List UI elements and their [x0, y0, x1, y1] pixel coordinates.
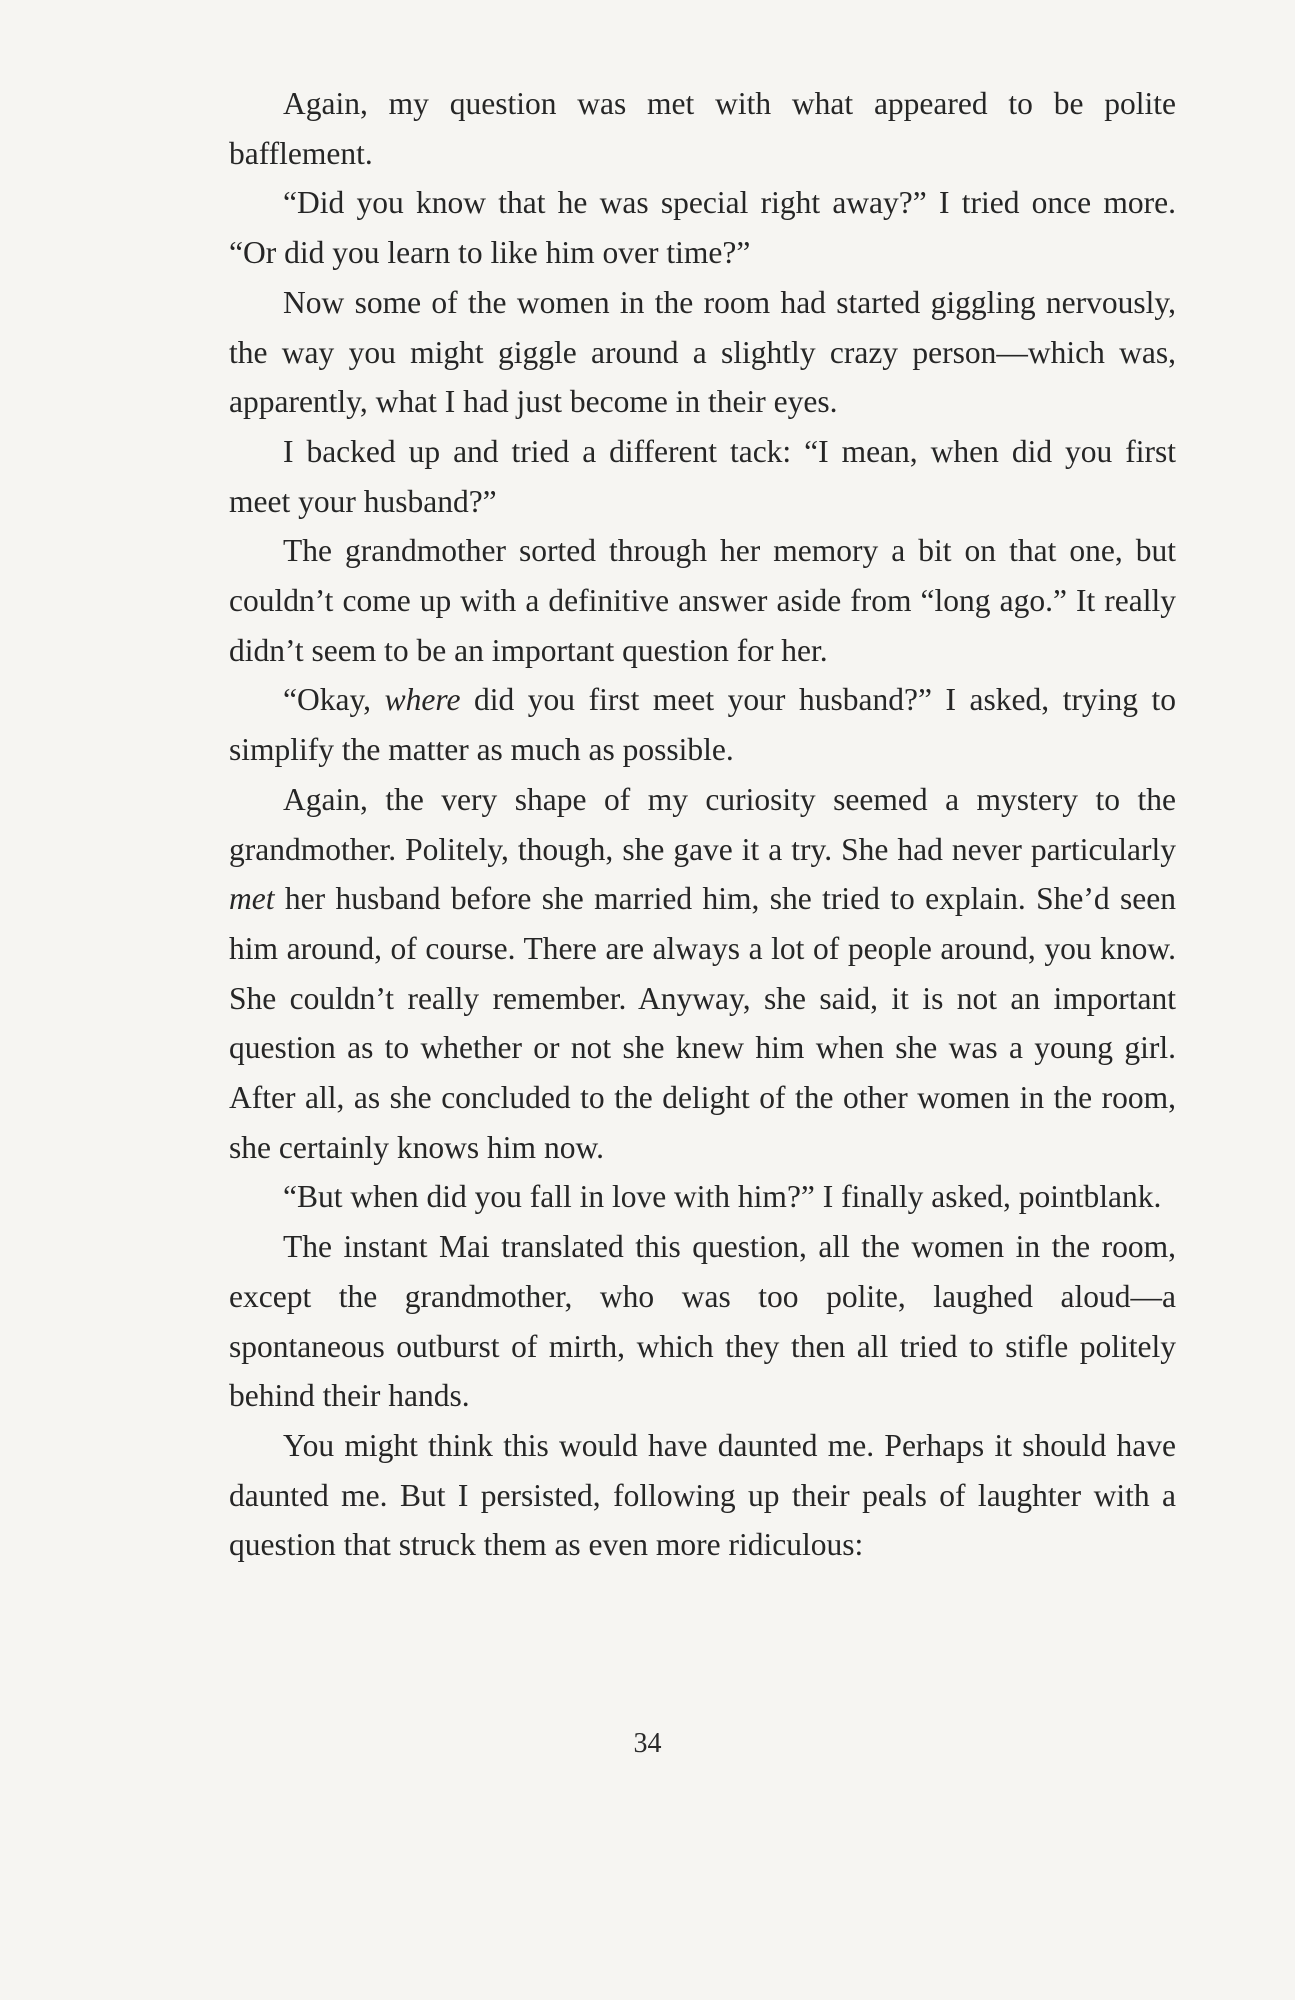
paragraph-8: “But when did you fall in love with him?” I finally asked, pointblank.: [283, 1179, 1162, 1215]
paragraph-6: [229, 675, 1176, 774]
paragraph-6-before: “Okay,: [283, 682, 385, 718]
paragraph-4: I backed up and tried a different tack: “I mean, when did you first meet your husband?”: [229, 433, 1176, 519]
paragraph-10: You might think this would have daunted me. Perhaps it should have daunted me. But I persisted, following up their peals of laughter with a question that struck them as even more ridiculous:: [229, 1427, 1176, 1563]
paragraph-6-after: did you first meet your husband?” I asked, trying to simplify the matter as much as possible.: [229, 682, 1176, 768]
paragraph-9: The instant Mai translated this question, all the women in the room, except the grandmother, who was too polite, laughed aloud—a spontaneous outburst of mirth, which they then all tried to stifle politely behind their hands.: [229, 1229, 1176, 1414]
paragraph-3: Now some of the women in the room had started giggling nervously, the way you might giggle around a slightly crazy person—which was, apparently, what I had just become in their eyes.: [229, 284, 1176, 420]
body-text: [229, 79, 1176, 1570]
paragraph-5: The grandmother sorted through her memory a bit on that one, but couldn’t come up with a definitive answer aside from “long ago.” It really didn’t seem to be an important question for her.: [229, 533, 1176, 668]
paragraph-7-before: Again, the very shape of my curiosity seemed a mystery to the grandmother. Politely, though, she gave it a try. She had never particularly: [229, 781, 1176, 867]
paragraph-7: [229, 775, 1176, 1173]
paragraph-2: “Did you know that he was special right away?” I tried once more. “Or did you learn to like him over time?”: [229, 185, 1176, 271]
paragraph-7-after: her husband before she married him, she tried to explain. She’d seen him around, of course. There are always a lot of people around, you know. She couldn’t really remember. Anyway, she said, it is not an important question as to whether or not she knew him when she was a young girl. After all, as she concluded to the delight of the other women in the room, she certainly knows him now.: [229, 881, 1176, 1165]
paragraph-1: Again, my question was met with what appeared to be polite bafflement.: [229, 86, 1176, 171]
paragraph-6-emphasis: where: [384, 682, 461, 718]
page-number: 34: [633, 1728, 662, 1759]
paragraph-7-emphasis: met: [229, 881, 275, 917]
